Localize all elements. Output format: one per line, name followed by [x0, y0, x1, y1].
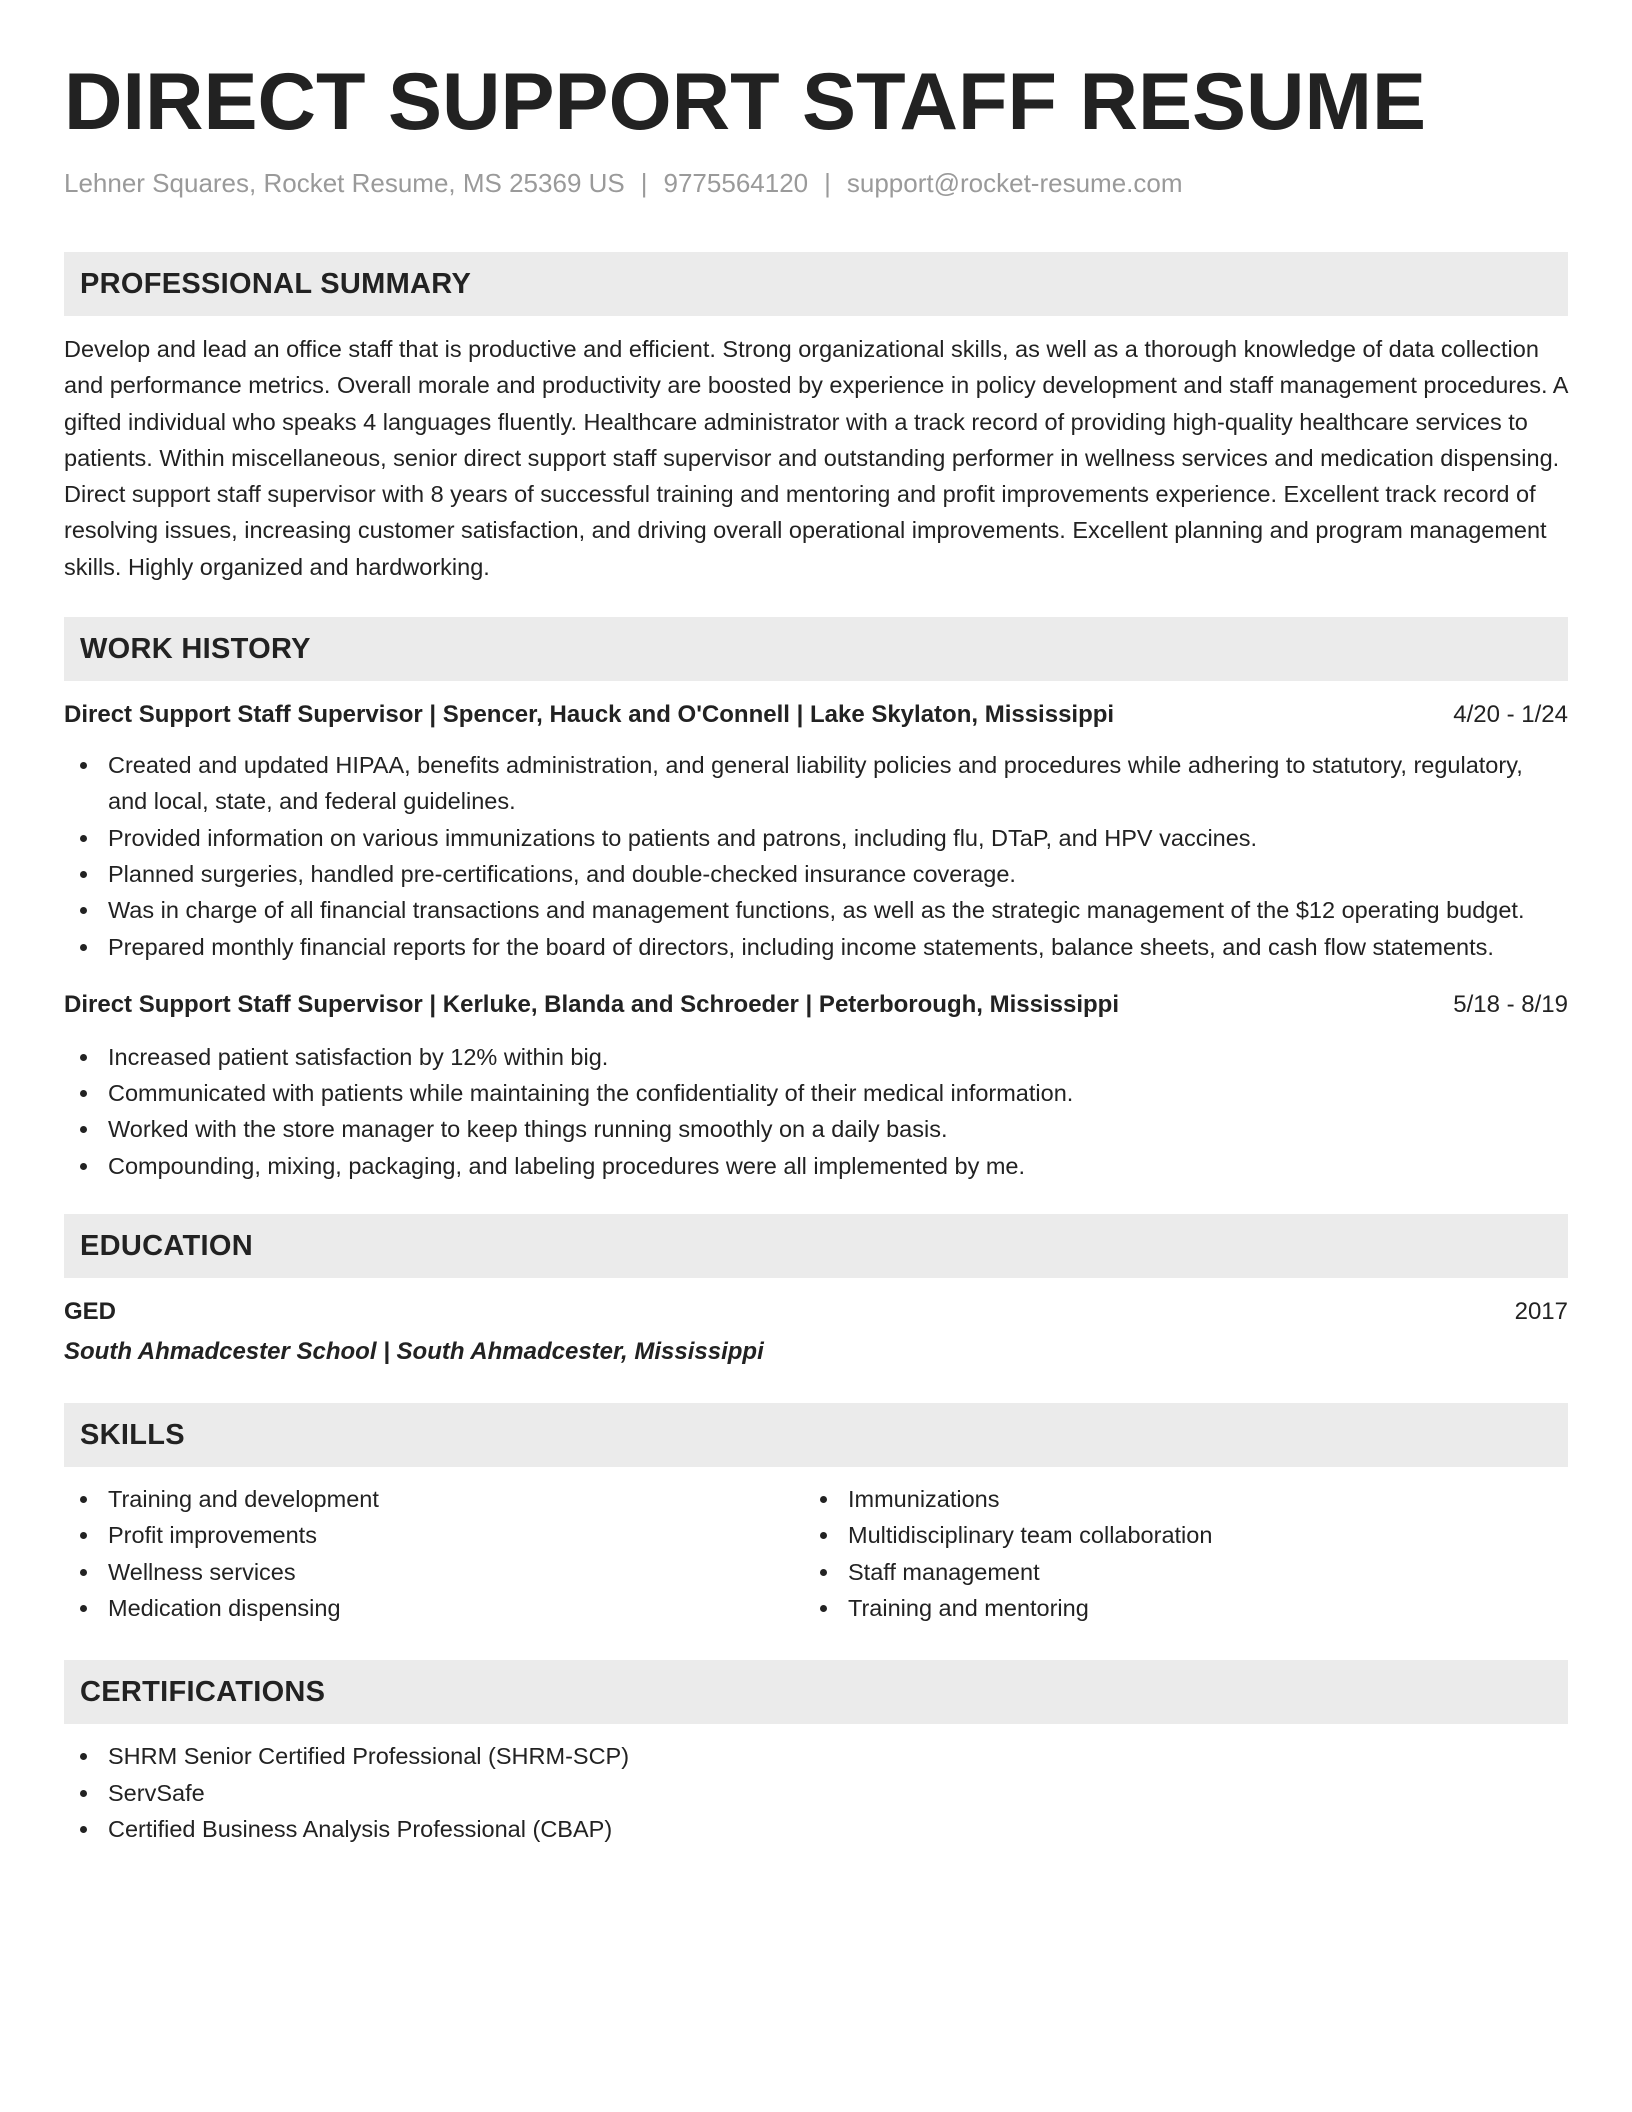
contact-separator: |: [640, 168, 648, 198]
job-bullets: [64, 1039, 1568, 1184]
job-bullets: [64, 747, 1568, 965]
job-entry: [64, 987, 1568, 1184]
list-item: SHRM Senior Certified Professional (SHRM-SCP): [64, 1738, 1568, 1774]
job-title: Direct Support Staff Supervisor | Kerluke, Blanda and Schroeder | Peterborough, Mississippi: [64, 990, 1119, 1018]
certifications-list: [64, 1738, 1568, 1847]
list-item: Increased patient satisfaction by 12% within big.: [64, 1039, 1568, 1075]
resume-page: [64, 52, 1568, 1847]
list-item: Wellness services: [64, 1554, 804, 1590]
skills-grid: [64, 1481, 1568, 1626]
list-item: ServSafe: [64, 1775, 1568, 1811]
skills-section-header: [64, 1403, 1568, 1467]
list-item: Planned surgeries, handled pre-certifications, and double-checked insurance coverage.: [64, 856, 1568, 892]
job-dates: 5/18 - 8/19: [1453, 990, 1568, 1018]
job-entry: [64, 697, 1568, 965]
education-year: 2017: [1514, 1298, 1568, 1326]
list-item: Provided information on various immunizations to patients and patrons, including flu, DTaP, and HPV vaccines.: [64, 820, 1568, 856]
education-section-header: [64, 1214, 1568, 1278]
list-item: Certified Business Analysis Professional (CBAP): [64, 1811, 1568, 1847]
skills-heading: SKILLS: [80, 1418, 185, 1451]
list-item: Immunizations: [804, 1481, 1544, 1517]
list-item: Compounding, mixing, packaging, and labeling procedures were all implemented by me.: [64, 1148, 1568, 1184]
contact-line: [64, 166, 1568, 200]
skills-column-left: [64, 1481, 804, 1626]
certifications-heading: CERTIFICATIONS: [80, 1675, 326, 1708]
work-section-header: [64, 617, 1568, 681]
job-header: [64, 987, 1568, 1023]
resume-title: DIRECT SUPPORT STAFF RESUME: [64, 57, 1427, 147]
contact-email: support@rocket-resume.com: [846, 168, 1183, 198]
contact-phone: 9775564120: [663, 168, 809, 198]
list-item: Communicated with patients while maintaining the confidentiality of their medical information.: [64, 1075, 1568, 1111]
education-degree: GED: [64, 1298, 117, 1326]
contact-separator: |: [824, 168, 831, 198]
list-item: Prepared monthly financial reports for the board of directors, including income statements, balance sheets, and cash flow statements.: [64, 929, 1568, 965]
job-header: [64, 697, 1568, 733]
summary-section-header: [64, 252, 1568, 316]
list-item: Staff management: [804, 1554, 1544, 1590]
list-item: Profit improvements: [64, 1517, 804, 1553]
summary-section: [64, 331, 1568, 585]
contact-address: Lehner Squares, Rocket Resume, MS 25369 US: [64, 168, 625, 198]
job-dates: 4/20 - 1/24: [1453, 701, 1568, 729]
list-item: Created and updated HIPAA, benefits administration, and general liability policies and procedures while adhering to statutory, regulatory, and local, state, and federal guidelines.: [64, 747, 1568, 820]
list-item: Worked with the store manager to keep things running smoothly on a daily basis.: [64, 1111, 1568, 1147]
summary-text: Develop and lead an office staff that is productive and efficient. Strong organizational skills, as well as a thorough knowledge of data collection and performance metrics. Overall morale and productivity are boosted by experience in policy development and staff management procedures. A gifted individual who speaks 4 languages fluently. Healthcare administrator with a track record of providing high-quality healthcare services to patients. Within miscellaneous, senior direct support staff supervisor and outstanding performer in wellness services and medication dispensing. Direct support staff supervisor with 8 years of successful training and mentoring and profit improvements experience. Excellent track record of resolving issues, increasing customer satisfaction, and driving overall operational improvements. Excellent planning and program management skills. Highly organized and hardworking.: [64, 336, 1568, 580]
work-heading: WORK HISTORY: [80, 632, 311, 665]
job-title: Direct Support Staff Supervisor | Spencer, Hauck and O'Connell | Lake Skylaton, Mississippi: [64, 701, 1115, 729]
education-header: [64, 1294, 1568, 1330]
list-item: Multidisciplinary team collaboration: [804, 1517, 1544, 1553]
education-entry: [64, 1294, 1568, 1370]
certifications-section-header: [64, 1660, 1568, 1724]
list-item: Training and development: [64, 1481, 804, 1517]
education-school: South Ahmadcester School | South Ahmadcester, Mississippi: [64, 1338, 764, 1366]
summary-heading: PROFESSIONAL SUMMARY: [80, 267, 472, 300]
skills-column-right: [804, 1481, 1544, 1626]
education-heading: EDUCATION: [80, 1229, 253, 1262]
list-item: Training and mentoring: [804, 1590, 1544, 1626]
list-item: Medication dispensing: [64, 1590, 804, 1626]
list-item: Was in charge of all financial transactions and management functions, as well as the strategic management of the $12 operating budget.: [64, 892, 1568, 928]
